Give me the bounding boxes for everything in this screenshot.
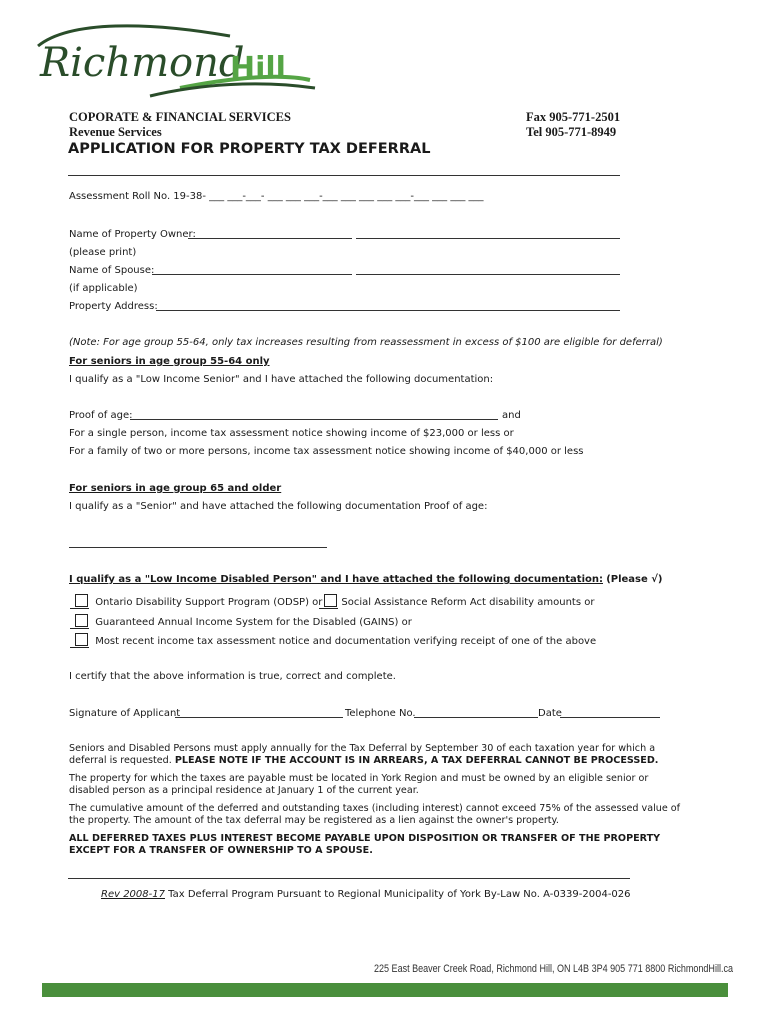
odsp-option-label: Ontario Disability Support Program (ODSP) or <box>95 597 323 608</box>
spouse-name-field[interactable] <box>152 274 352 275</box>
footer-rule <box>68 878 630 879</box>
proof-of-age-field[interactable] <box>130 419 498 420</box>
signature-label: Signature of Applicant <box>69 708 181 719</box>
owner-name-field[interactable] <box>188 238 352 239</box>
property-eligibility-notice: The property for which the taxes are payable must be located in York Region and must be owned by an eligible senior or disabled person as a principal residence at January 1 of the current year. <box>69 773 649 796</box>
income-notice-option-label: Most recent income tax assessment notice and documentation verifying receipt of one of the above <box>95 636 597 647</box>
annual-application-text: Seniors and Disabled Persons must apply annually for the Tax Deferral by September 30 of each taxation year for which a deferral is requested. <box>69 743 656 766</box>
bylaw-reference: Tax Deferral Program Pursuant to Regional Municipality of York By-Law No. A-0339-2004-026 <box>168 889 631 900</box>
date-label: Date <box>538 708 562 719</box>
property-address-label: Property Address: <box>69 301 158 312</box>
odsp-checkbox[interactable] <box>75 594 88 607</box>
footer-address: 225 East Beaver Creek Road, Richmond Hill, ON L4B 3P4 905 771 8800 RichmondHill.ca <box>374 963 733 975</box>
certification-statement: I certify that the above information is true, correct and complete. <box>69 671 396 682</box>
spouse-name-label: Name of Spouse: <box>69 265 155 276</box>
annual-application-notice <box>69 743 689 767</box>
department-name: COPORATE & FINANCIAL SERVICES <box>69 110 291 124</box>
proof-of-age-label: Proof of age: <box>69 410 133 421</box>
please-check-hint: (Please √) <box>606 574 663 585</box>
section-65-qualify: I qualify as a "Senior" and have attached the following documentation Proof of age: <box>69 501 488 512</box>
owner-print-hint: (please print) <box>69 247 137 258</box>
signature-field[interactable] <box>175 717 343 718</box>
senior-proof-field[interactable] <box>69 547 327 548</box>
section-65-heading: For seniors in age group 65 and older <box>69 483 282 494</box>
telephone-number: Tel 905-771-8949 <box>526 125 617 139</box>
payable-upon-transfer-notice: ALL DEFERRED TAXES PLUS INTEREST BECOME PAYABLE UPON DISPOSITION OR TRANSFER OF THE PROPERTY EXCEPT FOR A TRANSFER OF OWNERSHIP TO A SPOUSE. <box>69 833 661 856</box>
date-field[interactable] <box>560 717 660 718</box>
form-title: APPLICATION FOR PROPERTY TAX DEFERRAL <box>68 141 431 157</box>
sara-option-label: Social Assistance Reform Act disability amounts or <box>341 597 595 608</box>
telephone-label: Telephone No. <box>345 708 416 719</box>
division-name: Revenue Services <box>69 125 162 139</box>
revision-number: Rev 2008-17 <box>101 889 165 900</box>
cumulative-amount-notice: The cumulative amount of the deferred and outstanding taxes (including interest) cannot exceed 75% of the assessed value of the property. The amount of the tax deferral may be registered as a lien against the owner's property. <box>69 803 681 826</box>
telephone-field[interactable] <box>414 717 538 718</box>
section-55-64-heading: For seniors in age group 55-64 only <box>69 356 270 367</box>
spouse-name-field-2[interactable] <box>356 274 620 275</box>
richmond-hill-logo <box>30 18 320 98</box>
svg-text:Hill: Hill <box>230 51 286 86</box>
income-notice-checkbox[interactable] <box>75 633 88 646</box>
assessment-roll-field[interactable]: Assessment Roll No. 19-38- ___ ___-___- ___ ___ ___-___ ___ ___ ___ ___-___ ___ ___ ___ <box>69 191 484 202</box>
owner-name-field-2[interactable] <box>356 238 620 239</box>
footer-green-bar <box>42 983 728 997</box>
gains-option-label: Guaranteed Annual Income System for the Disabled (GAINS) or <box>95 617 412 628</box>
property-address-field[interactable] <box>156 310 620 311</box>
owner-name-label: Name of Property Owner: <box>69 229 196 240</box>
single-income-criteria: For a single person, income tax assessment notice showing income of $23,000 or less or <box>69 428 514 439</box>
sara-checkbox[interactable] <box>324 594 337 607</box>
title-rule <box>68 175 620 176</box>
spouse-hint: (if applicable) <box>69 283 138 294</box>
section-55-64-qualify: I qualify as a "Low Income Senior" and I have attached the following documentation: <box>69 374 494 385</box>
logo-graphic <box>30 18 320 98</box>
gains-checkbox[interactable] <box>75 614 88 627</box>
age-note: (Note: For age group 55-64, only tax increases resulting from reassessment in excess of $100 are eligible for deferral) <box>69 337 663 348</box>
family-income-criteria: For a family of two or more persons, income tax assessment notice showing income of $40,000 or less <box>69 446 584 457</box>
arrears-warning: PLEASE NOTE IF THE ACCOUNT IS IN ARREARS, A TAX DEFERRAL CANNOT BE PROCESSED. <box>174 755 659 766</box>
disabled-section-heading: I qualify as a "Low Income Disabled Person" and I have attached the following documentation: <box>69 574 603 585</box>
fax-number: Fax 905-771-2501 <box>526 110 621 124</box>
proof-and: and <box>502 410 521 421</box>
svg-text:Richmond: Richmond <box>40 40 245 86</box>
